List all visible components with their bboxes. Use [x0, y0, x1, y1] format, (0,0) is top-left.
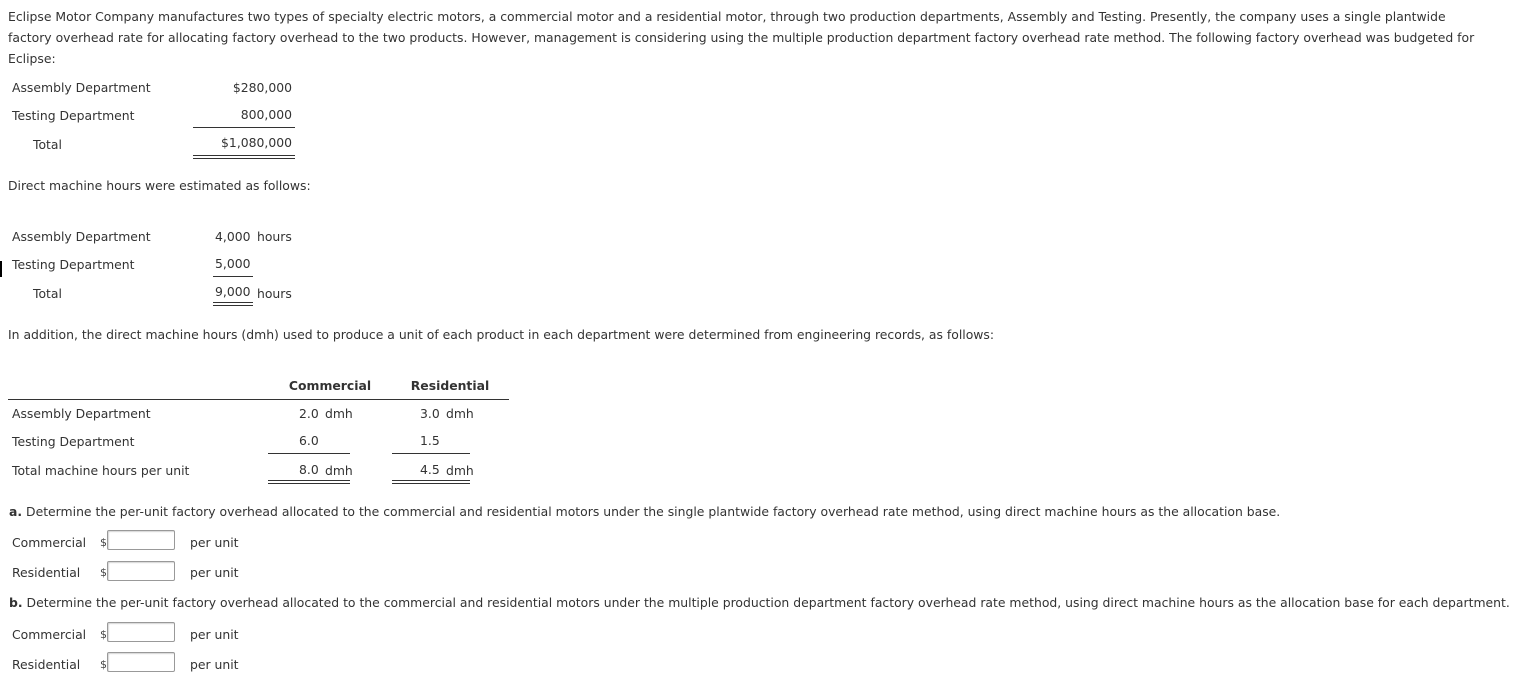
residential-value: 3.0 [420, 406, 440, 421]
currency-symbol: $ [100, 536, 107, 549]
column-header-commercial: Commercial [288, 378, 372, 393]
dmh-intro-text: Direct machine hours were estimated as follows: [8, 178, 311, 193]
subtotal-rule [392, 453, 470, 454]
overhead-row-label: Testing Department [12, 108, 135, 123]
answer-a-commercial-label: Commercial [12, 535, 87, 550]
dmh-row-value: 5,000 [215, 256, 251, 271]
question-b-text: Determine the per-unit factory overhead allocated to the commercial and residential motors under the multiple production department factory overhead rate method, using direct machine hours as the allocation base for each department. [26, 595, 1510, 610]
overhead-row-value: $280,000 [232, 80, 292, 95]
per-unit-suffix: per unit [190, 535, 239, 550]
overhead-total-value: $1,080,000 [221, 135, 292, 150]
residential-unit: dmh [446, 406, 474, 421]
currency-symbol: $ [100, 658, 107, 671]
commercial-value: 6.0 [299, 433, 319, 448]
overhead-total-label: Total [33, 137, 62, 152]
answer-a-residential-input[interactable] [107, 561, 175, 581]
commercial-total-unit: dmh [325, 463, 353, 478]
intro-paragraph: Eclipse Motor Company manufactures two types of specialty electric motors, a commercial motor and a residential motor, through two production departments, Assembly and Testing. Presently, the company uses a single plantwide factory overhead rate for allocating factory overhead to the two products. However, management is considering using the multiple production department factory overhead rate method. The following factory overhead was budgeted for Eclipse: [8, 9, 1475, 66]
question-a-text: Determine the per-unit factory overhead allocated to the commercial and residential motors under the single plantwide factory overhead rate method, using direct machine hours as the allocation base. [26, 504, 1281, 519]
residential-total-value: 4.5 [420, 462, 440, 477]
overhead-row-value: 800,000 [240, 107, 292, 122]
subtotal-rule [193, 127, 295, 128]
per-unit-suffix: per unit [190, 657, 239, 672]
per-unit-suffix: per unit [190, 627, 239, 642]
per-unit-total-label: Total machine hours per unit [12, 463, 190, 478]
total-double-rule [213, 302, 253, 306]
answer-a-residential-label: Residential [12, 565, 81, 580]
total-double-rule [392, 480, 470, 484]
answer-b-commercial-label: Commercial [12, 627, 87, 642]
subtotal-rule [268, 453, 350, 454]
per-unit-row-label: Testing Department [12, 434, 135, 449]
dmh-total-label: Total [33, 286, 62, 301]
total-double-rule [268, 480, 350, 484]
dmh-row-label: Testing Department [12, 257, 135, 272]
question-b-prompt [9, 595, 1510, 610]
answer-b-residential-input[interactable] [107, 652, 175, 672]
commercial-total-value: 8.0 [299, 462, 319, 477]
commercial-value: 2.0 [299, 406, 319, 421]
question-a-letter: a. [9, 504, 23, 519]
dmh-total-value: 9,000 [215, 284, 251, 299]
answer-a-commercial-input[interactable] [107, 530, 175, 550]
header-rule [8, 399, 509, 400]
currency-symbol: $ [100, 628, 107, 641]
residential-value: 1.5 [420, 433, 440, 448]
per-unit-intro-text: In addition, the direct machine hours (dmh) used to produce a unit of each product in each department were determined from engineering records, as follows: [8, 327, 995, 342]
subtotal-rule [213, 276, 253, 277]
dmh-row-value: 4,000 [215, 229, 251, 244]
answer-b-commercial-input[interactable] [107, 622, 175, 642]
total-double-rule [193, 155, 295, 159]
residential-total-unit: dmh [446, 463, 474, 478]
per-unit-suffix: per unit [190, 565, 239, 580]
dmh-total-unit: hours [257, 286, 292, 301]
answer-b-residential-label: Residential [12, 657, 81, 672]
currency-symbol: $ [100, 566, 107, 579]
page-edge-marker [0, 261, 2, 277]
overhead-row-label: Assembly Department [12, 80, 151, 95]
column-header-residential: Residential [410, 378, 490, 393]
question-b-letter: b. [9, 595, 23, 610]
dmh-row-label: Assembly Department [12, 229, 151, 244]
commercial-unit: dmh [325, 406, 353, 421]
per-unit-row-label: Assembly Department [12, 406, 151, 421]
dmh-row-unit: hours [257, 229, 292, 244]
question-a-prompt [9, 504, 1280, 519]
